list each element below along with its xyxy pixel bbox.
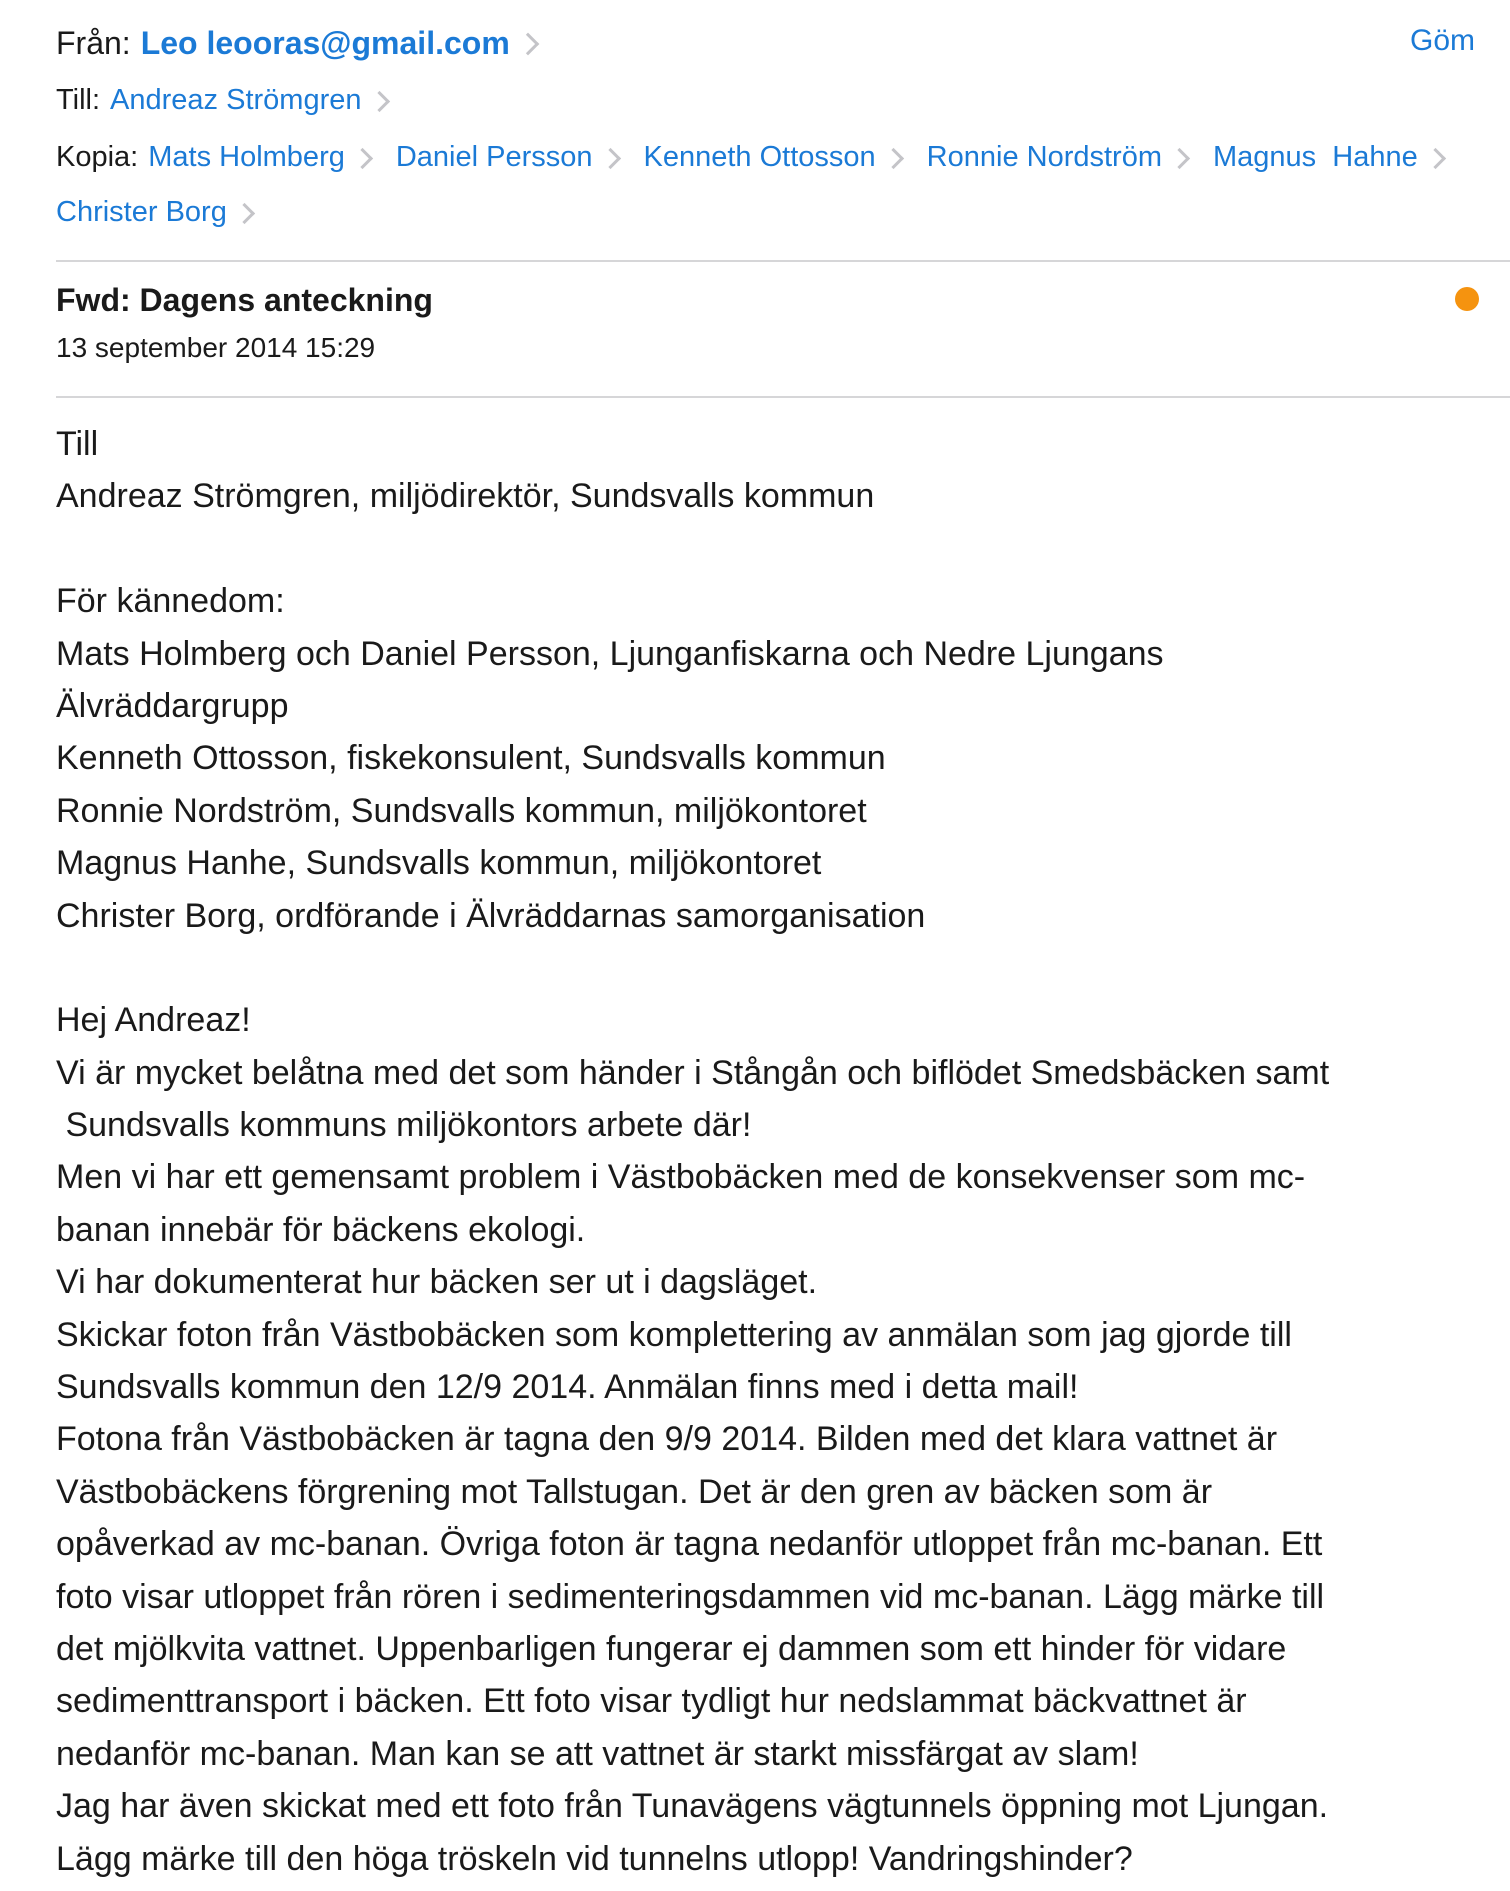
chevron-right-icon	[516, 33, 539, 56]
body-line: opåverkad av mc-banan. Övriga foton är tagna nedanför utloppet från mc-banan. Ett	[56, 1525, 1323, 1564]
body-line: Vi är mycket belåtna med det som händer i Stångån och biflödet Smedsbäcken samt	[56, 1053, 1330, 1092]
body-line	[56, 523, 1476, 575]
body-line: nedanför mc-banan. Man kan se att vattnet är starkt missfärgat av slam!	[56, 1734, 1139, 1773]
body-line: Jag har även skickat med ett foto från Tunavägens vägtunnels öppning mot Ljungan.	[56, 1787, 1329, 1826]
body-line: Fotona från Västbobäcken är tagna den 9/9 2014. Bilden med det klara vattnet är	[56, 1420, 1278, 1459]
mail-body	[56, 418, 1476, 1885]
body-line: banan innebär för bäckens ekologi.	[56, 1210, 586, 1249]
mail-subject: Fwd: Dagens anteckning	[56, 282, 433, 318]
header-divider	[56, 260, 1510, 262]
from-label: Från:	[56, 24, 131, 61]
body-line: Skickar foton från Västbobäcken som komplettering av anmälan som jag gjorde till	[56, 1315, 1292, 1354]
body-line: Christer Borg, ordförande i Älvräddarnas samorganisation	[56, 896, 926, 935]
body-line: det mjölkvita vattnet. Uppenbarligen fungerar ej dammen som ett hinder för vidare	[56, 1629, 1287, 1668]
body-line: Älvräddargrupp	[56, 686, 289, 725]
subject-divider	[56, 396, 1510, 398]
body-line: Västbobäckens förgrening mot Tallstugan. Det är den gren av bäcken som är	[56, 1472, 1213, 1511]
chevron-right-icon	[883, 147, 904, 168]
mail-date: 13 september 2014 15:29	[56, 332, 376, 363]
cc-recipient-link[interactable]: Christer Borg	[56, 195, 227, 228]
hide-details-button[interactable]: Göm	[1410, 24, 1476, 57]
recipient-link[interactable]: Andreaz Strömgren	[110, 83, 362, 116]
body-line: Ronnie Nordström, Sundsvalls kommun, miljökontoret	[56, 791, 867, 830]
chevron-right-icon	[1169, 147, 1190, 168]
body-line: För kännedom:	[56, 582, 285, 621]
chevron-right-icon	[1425, 147, 1446, 168]
body-line: foto visar utloppet från rören i sedimenteringsdammen vid mc-banan. Lägg märke till	[56, 1577, 1325, 1616]
to-row	[56, 78, 413, 122]
cc-row-continued	[56, 190, 278, 234]
body-line: Hej Andreaz!	[56, 1001, 251, 1040]
body-line: Vi har dokumenterat hur bäcken ser ut i dagsläget.	[56, 1263, 818, 1302]
body-line: Andreaz Strömgren, miljödirektör, Sundsvalls kommun	[56, 477, 875, 516]
cc-row	[56, 135, 1469, 179]
body-line: Mats Holmberg och Daniel Persson, Ljunganfiskarna och Nedre Ljungans	[56, 634, 1164, 673]
chevron-right-icon	[234, 202, 255, 223]
cc-recipient-link[interactable]: Kenneth Ottosson	[643, 140, 876, 173]
chevron-right-icon	[599, 147, 620, 168]
cc-label: Kopia:	[56, 140, 139, 173]
chevron-right-icon	[352, 147, 373, 168]
unread-dot-icon[interactable]	[1455, 287, 1479, 311]
cc-recipient-link[interactable]: Mats Holmberg	[148, 140, 345, 173]
chevron-right-icon	[368, 90, 389, 111]
body-line: Magnus Hanhe, Sundsvalls kommun, miljökontoret	[56, 844, 822, 883]
sender-link[interactable]: Leo leooras@gmail.com	[140, 24, 510, 61]
body-line	[56, 942, 1476, 994]
from-row	[56, 18, 562, 68]
cc-recipient-link[interactable]: Daniel Persson	[395, 140, 593, 173]
body-line: Men vi har ett gemensamt problem i Västbobäcken med de konsekvenser som mc-	[56, 1158, 1306, 1197]
cc-recipient-link[interactable]: Magnus Hahne	[1213, 140, 1418, 173]
body-line: Till	[56, 425, 99, 463]
to-label: Till:	[56, 83, 101, 116]
body-line: Lägg märke till den höga tröskeln vid tunnelns utlopp! Vandringshinder?	[56, 1839, 1133, 1878]
body-line: Kenneth Ottosson, fiskekonsulent, Sundsvalls kommun	[56, 739, 886, 778]
body-line: Sundsvalls kommun den 12/9 2014. Anmälan finns med i detta mail!	[56, 1368, 1079, 1407]
body-line: sedimenttransport i bäcken. Ett foto visar tydligt hur nedslammat bäckvattnet är	[56, 1682, 1247, 1721]
body-line: Sundsvalls kommuns miljökontors arbete där!	[56, 1106, 752, 1145]
cc-recipient-link[interactable]: Ronnie Nordström	[926, 140, 1162, 173]
